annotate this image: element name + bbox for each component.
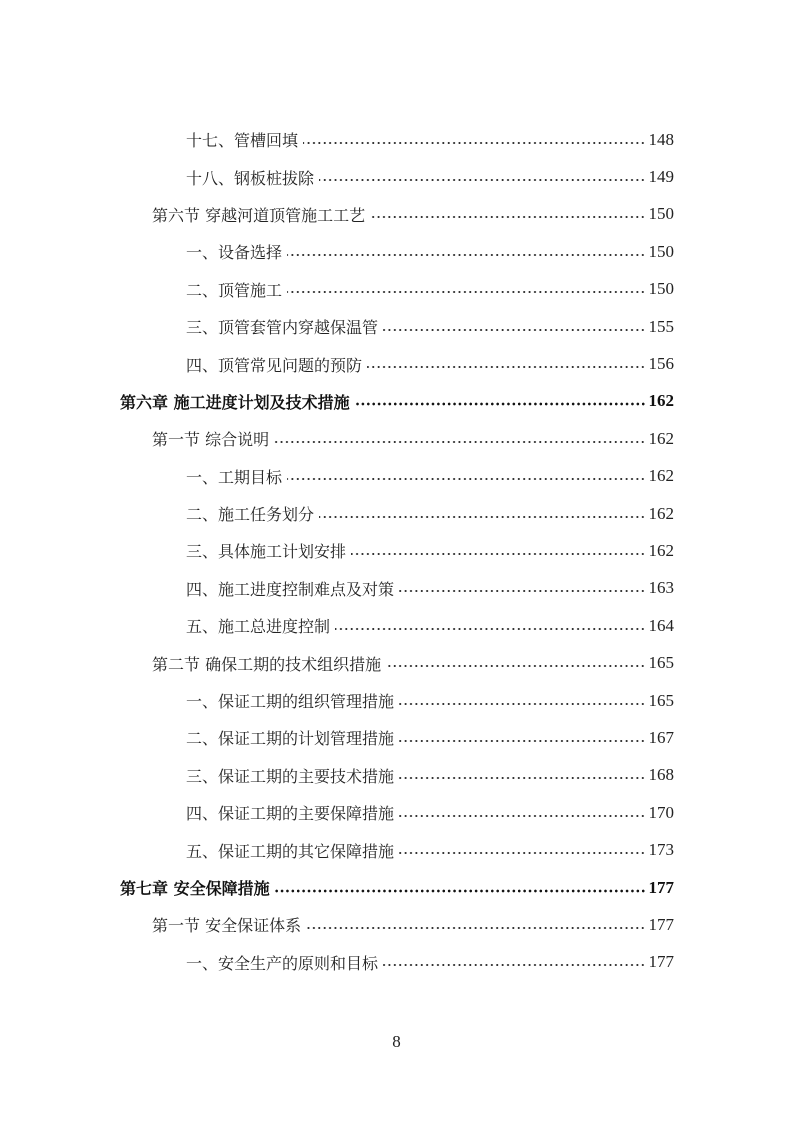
toc-item-entry[interactable]	[0, 682, 674, 719]
toc-item-entry[interactable]	[0, 944, 674, 981]
toc-item-entry[interactable]	[0, 158, 674, 195]
dot-leader	[274, 440, 645, 444]
toc-entry-page: 162	[648, 540, 674, 560]
dot-leader	[303, 141, 645, 145]
toc-item-entry[interactable]	[0, 831, 674, 868]
toc-entry-title: 三、具体施工计划安排	[186, 542, 347, 562]
dot-leader	[399, 739, 645, 743]
toc-entry-page: 162	[648, 428, 674, 448]
toc-entry-page: 168	[648, 765, 674, 785]
toc-entry-title: 四、保证工期的主要保障措施	[186, 804, 395, 824]
toc-item-entry[interactable]	[0, 757, 674, 794]
dot-leader	[383, 328, 645, 332]
toc-entry-title: 四、施工进度控制难点及对策	[186, 579, 395, 599]
toc-item-entry[interactable]	[0, 794, 674, 831]
toc-entry-title: 十八、钢板桩拔除	[186, 168, 315, 188]
dot-leader	[367, 365, 645, 369]
dot-leader	[386, 664, 645, 668]
toc-item-entry[interactable]	[0, 570, 674, 607]
toc-section-entry[interactable]	[0, 644, 674, 681]
toc-entry-page: 164	[648, 615, 674, 635]
toc-entry-title: 四、顶管常见问题的预防	[186, 355, 363, 375]
toc-item-entry[interactable]	[0, 121, 674, 158]
dot-leader	[275, 889, 646, 893]
page-number-footer: 8	[392, 1032, 401, 1051]
toc-entry-title: 二、保证工期的计划管理措施	[186, 729, 395, 749]
toc-entry-page: 162	[648, 503, 674, 523]
dot-leader	[306, 926, 645, 930]
toc-item-entry[interactable]	[0, 271, 674, 308]
toc-entry-page: 165	[648, 653, 674, 673]
toc-entry-title: 三、顶管套管内穿越保温管	[186, 318, 379, 338]
toc-entry-title: 第六章 施工进度计划及技术措施	[120, 392, 350, 412]
toc-section-entry[interactable]	[0, 420, 674, 457]
toc-entry-title: 三、保证工期的主要技术措施	[186, 766, 395, 786]
toc-entry-page: 150	[648, 241, 674, 261]
toc-entry-page: 148	[648, 129, 674, 149]
toc-entry-page: 173	[648, 840, 674, 860]
toc-entry-title: 一、安全生产的原则和目标	[186, 953, 379, 973]
toc-entry-title: 一、工期目标	[186, 467, 283, 487]
dot-leader	[399, 702, 645, 706]
toc-entry-page: 150	[648, 204, 674, 224]
dot-leader	[370, 215, 645, 219]
dot-leader	[383, 963, 645, 967]
dot-leader	[335, 627, 645, 631]
toc-entry-page: 177	[648, 877, 674, 897]
dot-leader	[351, 552, 645, 556]
toc-entry-title: 二、顶管施工	[186, 280, 283, 300]
toc-item-entry[interactable]	[0, 233, 674, 270]
dot-leader	[399, 851, 645, 855]
dot-leader	[287, 290, 645, 294]
dot-leader	[287, 477, 645, 481]
toc-entry-page: 149	[648, 167, 674, 187]
toc-item-entry[interactable]	[0, 345, 674, 382]
toc-entry-title: 第二节 确保工期的技术组织措施	[152, 654, 382, 674]
toc-item-entry[interactable]	[0, 719, 674, 756]
dot-leader	[399, 776, 645, 780]
toc-entry-title: 一、设备选择	[186, 243, 283, 263]
toc-entry-title: 十七、管槽回填	[186, 131, 299, 151]
toc-entry-page: 150	[648, 279, 674, 299]
toc-section-entry[interactable]	[0, 906, 674, 943]
dot-leader	[319, 178, 645, 182]
dot-leader	[319, 515, 645, 519]
toc-chapter-entry[interactable]	[0, 869, 674, 906]
toc-entry-page: 155	[648, 316, 674, 336]
toc-entry-title: 第六节 穿越河道顶管施工工艺	[152, 205, 366, 225]
toc-entry-title: 二、施工任务划分	[186, 505, 315, 525]
toc-section-entry[interactable]	[0, 196, 674, 233]
toc-entry-page: 167	[648, 727, 674, 747]
toc-entry-page: 162	[648, 391, 674, 411]
table-of-contents	[0, 121, 793, 981]
toc-entry-title: 第七章 安全保障措施	[120, 879, 270, 898]
toc-item-entry[interactable]	[0, 532, 674, 569]
toc-entry-title: 第一节 安全保证体系	[152, 916, 302, 936]
toc-entry-page: 163	[648, 578, 674, 598]
toc-item-entry[interactable]	[0, 607, 674, 644]
toc-chapter-entry[interactable]	[0, 383, 674, 420]
toc-entry-title: 五、保证工期的其它保障措施	[186, 841, 395, 861]
dot-leader	[399, 589, 645, 593]
toc-entry-page: 165	[648, 690, 674, 710]
toc-item-entry[interactable]	[0, 308, 674, 345]
toc-entry-page: 177	[648, 952, 674, 972]
toc-entry-page: 162	[648, 466, 674, 486]
toc-entry-page: 156	[648, 354, 674, 374]
toc-entry-title: 第一节 综合说明	[152, 430, 270, 450]
toc-entry-page: 177	[648, 914, 674, 934]
dot-leader	[287, 253, 645, 257]
toc-entry-page: 170	[648, 802, 674, 822]
dot-leader	[399, 814, 645, 818]
toc-entry-title: 五、施工总进度控制	[186, 617, 331, 637]
dot-leader	[355, 402, 646, 406]
toc-entry-title: 一、保证工期的组织管理措施	[186, 692, 395, 712]
toc-item-entry[interactable]	[0, 458, 674, 495]
toc-item-entry[interactable]	[0, 495, 674, 532]
